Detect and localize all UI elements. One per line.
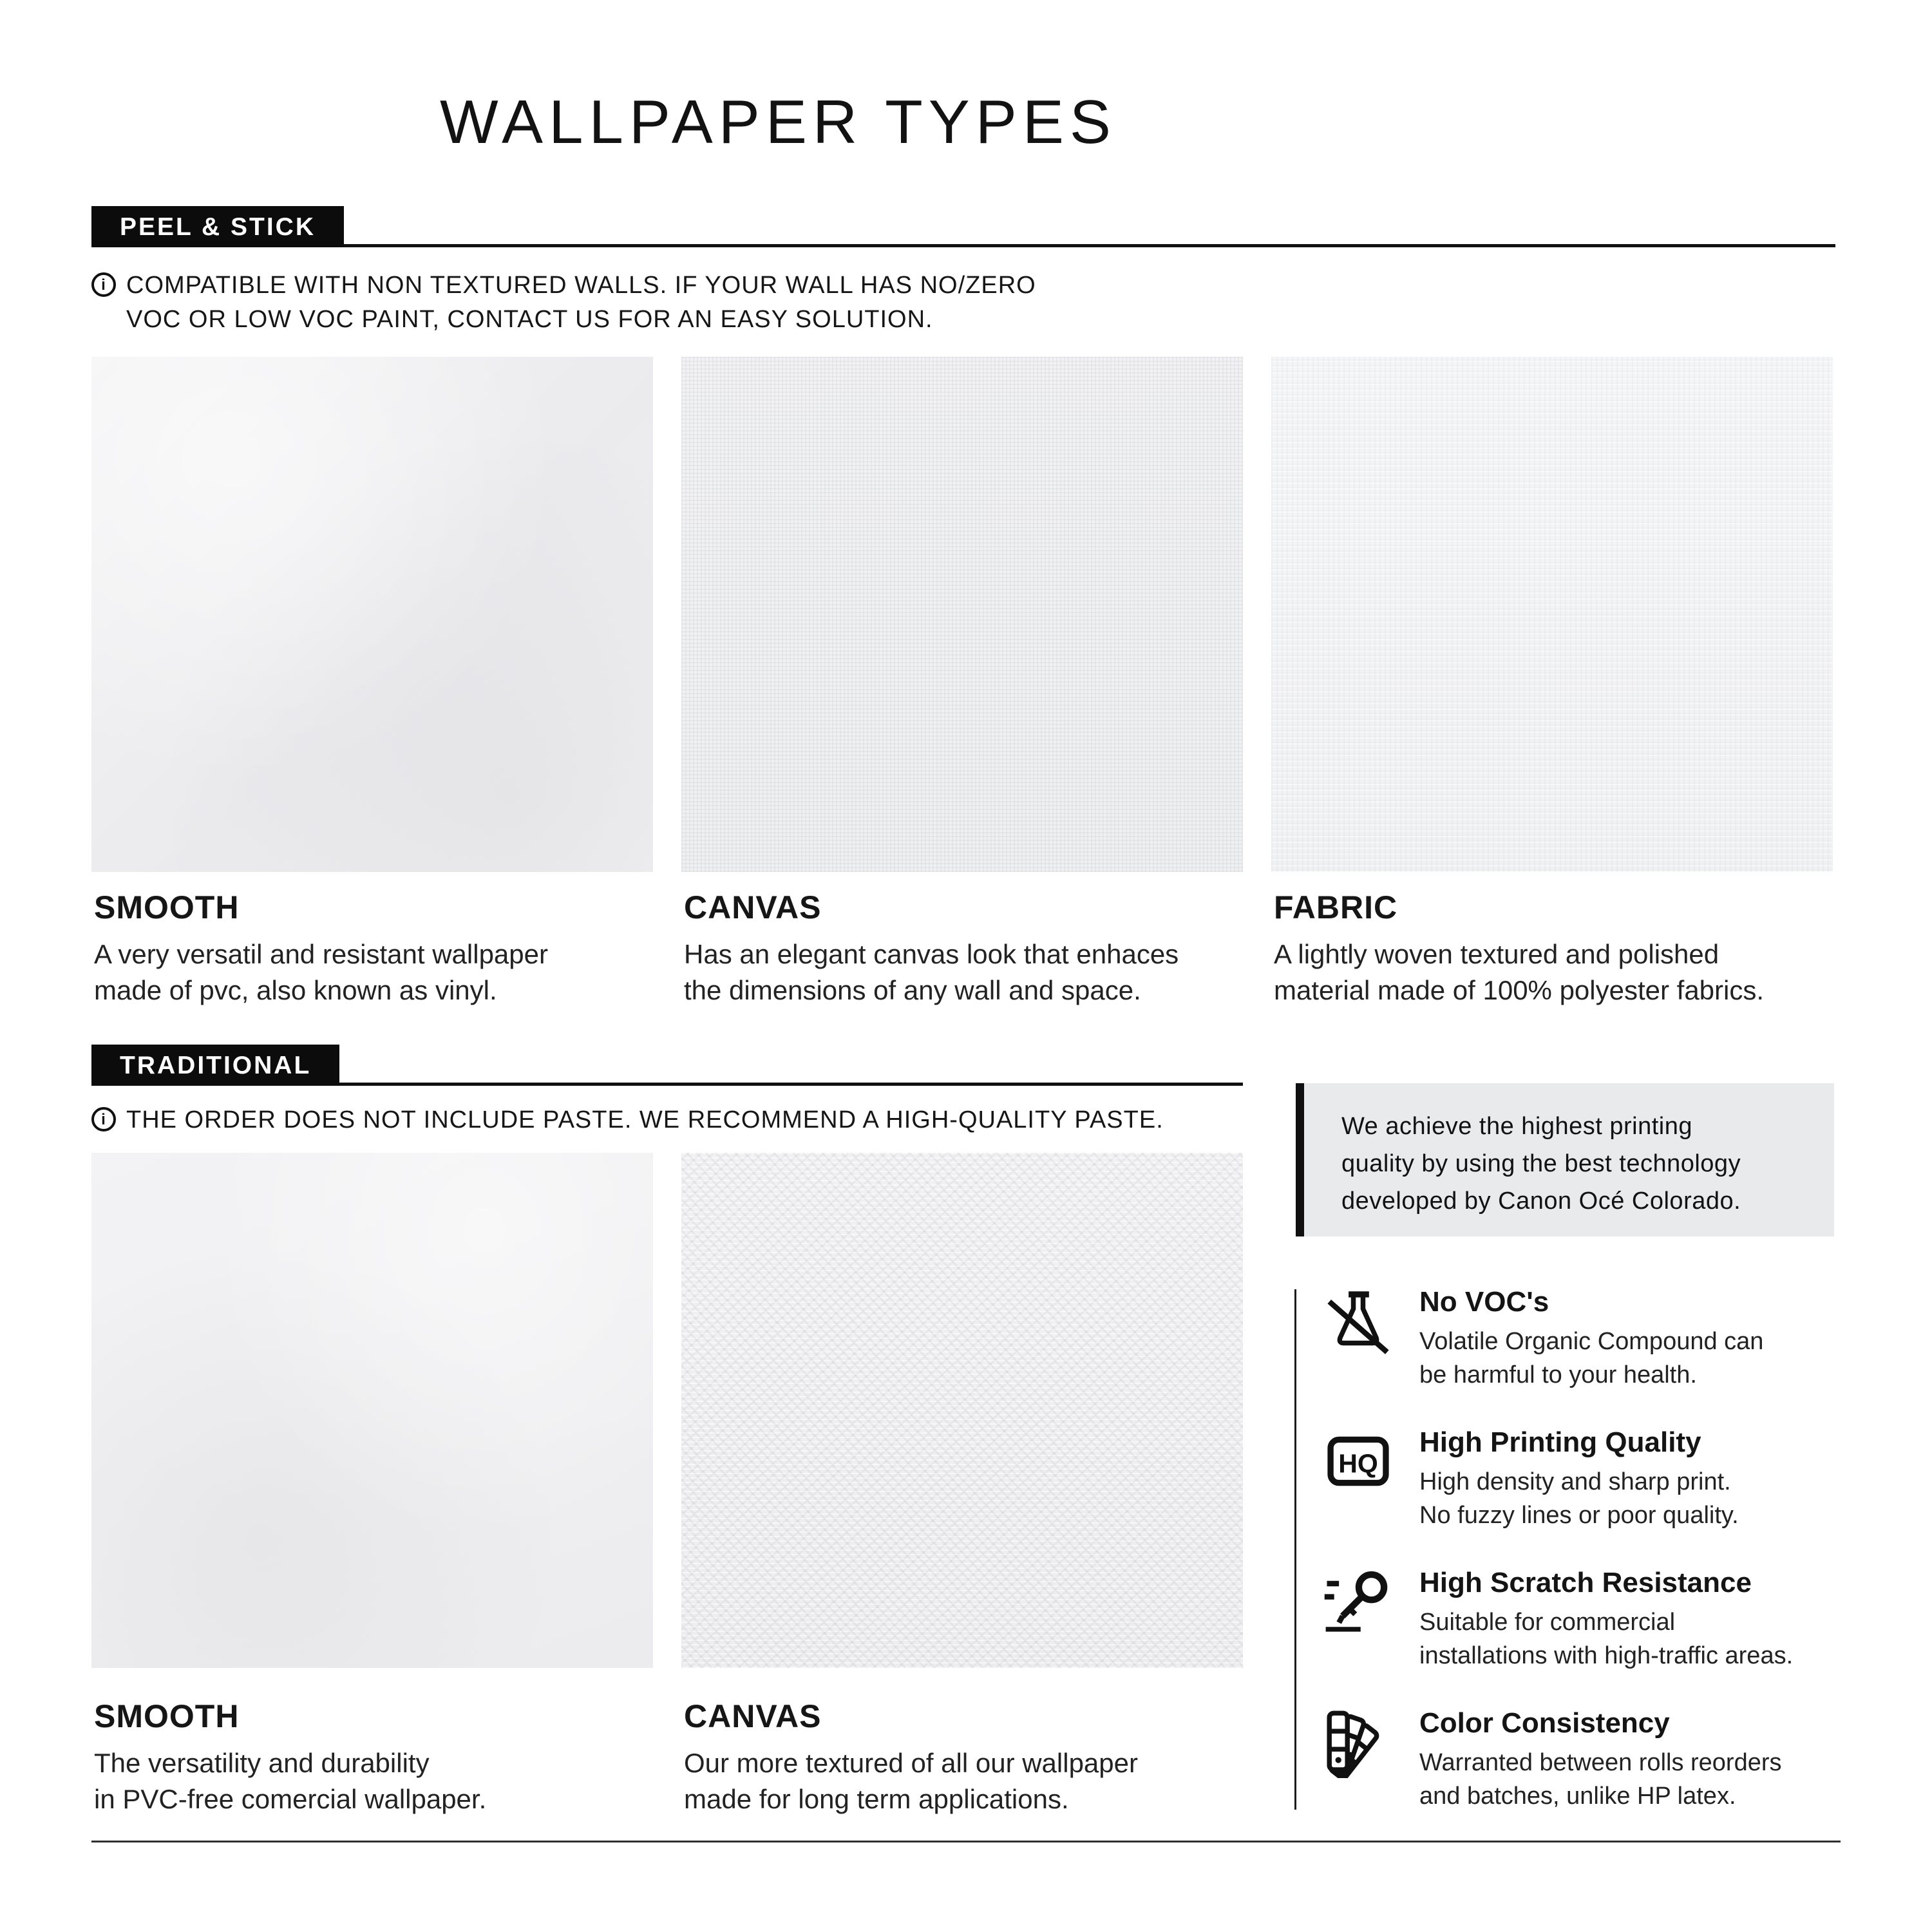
swatch-description [94, 1745, 653, 1817]
swatch-description-line: made of pvc, also known as vinyl. [94, 975, 497, 1005]
scratch-key-icon [1320, 1566, 1396, 1642]
swatch-card-canvas [681, 357, 1243, 1009]
feature-description-line: be harmful to your health. [1419, 1361, 1697, 1388]
feature-description-line: Suitable for commercial [1419, 1609, 1676, 1636]
note-line: THE ORDER DOES NOT INCLUDE PASTE. WE RECOMMEND A HIGH-QUALITY PASTE. [126, 1106, 1164, 1133]
feature-title: Color Consistency [1419, 1707, 1670, 1739]
feature-description [1419, 1746, 1782, 1813]
color-swatchbook-icon [1320, 1706, 1396, 1782]
swatch-description-line: A lightly woven textured and polished [1274, 939, 1719, 969]
feature-high-printing-quality [1320, 1425, 1845, 1532]
swatch-image-canvas-traditional [681, 1153, 1243, 1668]
feature-description-line: High density and sharp print. [1419, 1468, 1731, 1495]
swatch-description-line: The versatility and durability [94, 1748, 430, 1778]
quality-note-line: quality by using the best technology [1341, 1150, 1741, 1177]
feature-description [1419, 1605, 1793, 1672]
quality-note-line: developed by Canon Océ Colorado. [1341, 1188, 1741, 1215]
feature-title: High Scratch Resistance [1419, 1567, 1752, 1598]
swatch-card-canvas-traditional [681, 1153, 1243, 1817]
swatch-description [684, 1745, 1243, 1817]
feature-title: No VOC's [1419, 1286, 1549, 1318]
swatch-description [684, 936, 1243, 1009]
section-label-traditional: TRADITIONAL [91, 1045, 339, 1086]
section-label-peel-stick: PEEL & STICK [91, 206, 344, 247]
note-text [126, 269, 1036, 337]
note-traditional [91, 1103, 1164, 1137]
features-divider-line [1294, 1289, 1296, 1810]
feature-text [1419, 1285, 1763, 1392]
svg-text:HQ: HQ [1338, 1448, 1378, 1479]
swatch-image-fabric [1271, 357, 1833, 872]
feature-description [1419, 1465, 1739, 1532]
feature-text [1419, 1566, 1793, 1672]
feature-description-line: Warranted between rolls reorders [1419, 1749, 1782, 1776]
swatch-card-smooth [91, 357, 653, 1009]
feature-high-scratch-resistance [1320, 1566, 1845, 1672]
note-peel-stick [91, 269, 1036, 337]
swatch-title: CANVAS [684, 889, 822, 925]
swatch-description-line: Our more textured of all our wallpaper [684, 1748, 1138, 1778]
feature-description [1419, 1325, 1763, 1392]
feature-description-line: and batches, unlike HP latex. [1419, 1783, 1736, 1810]
feature-description-line: Volatile Organic Compound can [1419, 1328, 1764, 1355]
no-voc-flask-icon [1320, 1285, 1396, 1361]
swatch-description-line: in PVC-free comercial wallpaper. [94, 1784, 487, 1814]
swatch-title: FABRIC [1274, 889, 1398, 925]
note-line: COMPATIBLE WITH NON TEXTURED WALLS. IF YOUR WALL HAS NO/ZERO [126, 272, 1036, 299]
printing-quality-note [1296, 1083, 1834, 1236]
swatch-title: SMOOTH [94, 889, 240, 925]
swatch-description-line: material made of 100% polyester fabrics. [1274, 975, 1765, 1005]
note-line: VOC OR LOW VOC PAINT, CONTACT US FOR AN EASY SOLUTION. [126, 306, 933, 333]
hq-badge-icon [1320, 1425, 1396, 1501]
feature-title: High Printing Quality [1419, 1426, 1701, 1458]
quality-note-line: We achieve the highest printing [1341, 1113, 1693, 1140]
swatch-description-line: the dimensions of any wall and space. [684, 975, 1141, 1005]
feature-text [1419, 1425, 1739, 1532]
swatch-description-line: made for long term applications. [684, 1784, 1069, 1814]
traditional-swatch-grid [91, 1153, 1243, 1817]
swatch-description-line: A very versatil and resistant wallpaper [94, 939, 548, 969]
note-text [126, 1103, 1164, 1137]
info-icon-glyph: i [101, 1110, 106, 1128]
swatch-image-smooth [91, 357, 653, 872]
swatch-title: SMOOTH [94, 1698, 240, 1734]
swatch-description-line: Has an elegant canvas look that enhaces [684, 939, 1179, 969]
swatch-description [94, 936, 653, 1009]
feature-color-consistency [1320, 1706, 1845, 1813]
bottom-divider-line [91, 1841, 1841, 1842]
feature-description-line: installations with high-traffic areas. [1419, 1642, 1794, 1669]
info-icon [91, 272, 116, 297]
swatch-card-smooth-traditional [91, 1153, 653, 1817]
swatch-image-canvas [681, 357, 1243, 872]
feature-list [1320, 1285, 1845, 1813]
feature-no-voc [1320, 1285, 1845, 1392]
feature-description-line: No fuzzy lines or poor quality. [1419, 1502, 1739, 1529]
info-icon [91, 1107, 116, 1132]
swatch-title: CANVAS [684, 1698, 822, 1734]
page-title: WALLPAPER TYPES [440, 88, 1117, 156]
info-icon-glyph: i [101, 276, 106, 294]
swatch-image-smooth-traditional [91, 1153, 653, 1668]
swatch-card-fabric [1271, 357, 1833, 1009]
peel-stick-swatch-grid [91, 357, 1833, 1009]
feature-text [1419, 1706, 1782, 1813]
section-divider-peel-stick [91, 244, 1835, 247]
swatch-description [1274, 936, 1833, 1009]
